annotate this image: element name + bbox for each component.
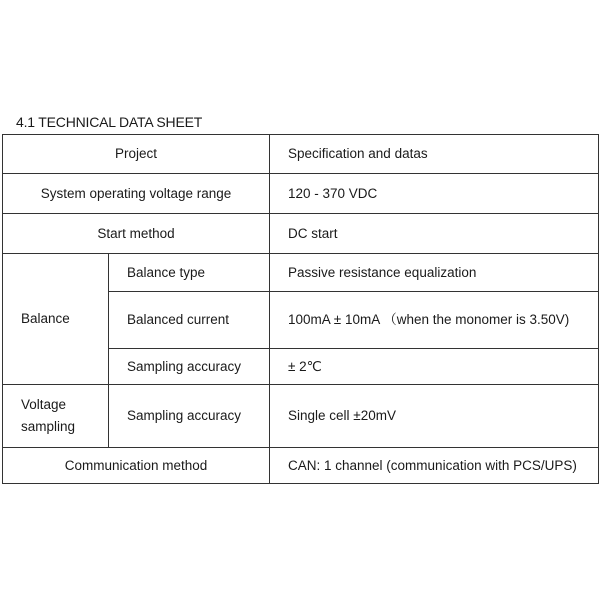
- table-row: [3, 385, 599, 448]
- communication-label: Communication method: [3, 448, 270, 484]
- header-spec: Specification and datas: [270, 135, 599, 174]
- voltage-sampling-group-label: Voltage sampling: [3, 385, 109, 448]
- start-method-label: Start method: [3, 214, 270, 254]
- balance-group-label: Balance: [3, 254, 109, 385]
- balance-sampling-label: Sampling accuracy: [109, 349, 270, 385]
- balance-sampling-value: ± 2℃: [270, 349, 599, 385]
- voltage-sampling-label: Sampling accuracy: [109, 385, 270, 448]
- table-row: [3, 448, 599, 484]
- voltage-range-label: System operating voltage range: [3, 174, 270, 214]
- balanced-current-value: 100mA ± 10mA （when the monomer is 3.50V): [270, 292, 599, 349]
- table-header-row: [3, 135, 599, 174]
- voltage-range-value: 120 - 370 VDC: [270, 174, 599, 214]
- start-method-value: DC start: [270, 214, 599, 254]
- balance-type-value: Passive resistance equalization: [270, 254, 599, 292]
- section-title: 4.1 TECHNICAL DATA SHEET: [16, 114, 203, 130]
- table-row: [3, 254, 599, 292]
- balance-type-label: Balance type: [109, 254, 270, 292]
- table-row: [3, 174, 599, 214]
- table-row: [3, 214, 599, 254]
- header-project: Project: [3, 135, 270, 174]
- balanced-current-label: Balanced current: [109, 292, 270, 349]
- technical-data-table: [2, 134, 599, 484]
- communication-value: CAN: 1 channel (communication with PCS/UPS): [270, 448, 599, 484]
- voltage-sampling-value: Single cell ±20mV: [270, 385, 599, 448]
